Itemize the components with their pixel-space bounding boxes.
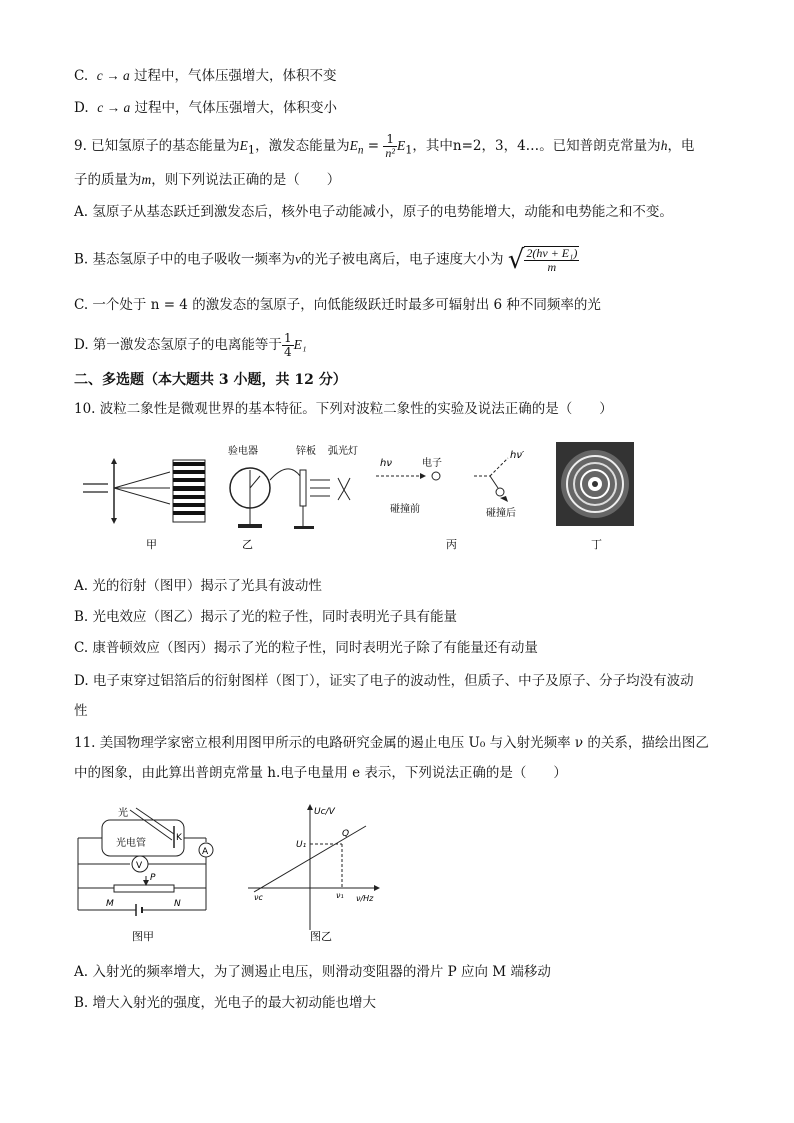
q10-option-c: C. 康普顿效应（图丙）揭示了光的粒子性，同时表明光子除了有能量还有动量 (74, 640, 538, 656)
sqrt-expression: √ $\frac{\text{2(hν + E₁)}}{m}$ (507, 245, 578, 275)
compton-diagram (376, 450, 525, 551)
figure-label-jia: 甲 (146, 538, 157, 551)
arc-lamp-label: 弧光灯 (328, 446, 358, 457)
electron-diffraction-pattern (556, 442, 634, 551)
slider-label: P (150, 873, 156, 883)
q10-option-d-cont: 性 (74, 703, 88, 719)
tube-label: 光电管 (116, 838, 146, 849)
q9-option-c: C. 一个处于 n = 4 的激发态的氢原子，向低能级跃迁时最多可辐射出 6 种不同频率的光 (74, 297, 601, 313)
fraction: $\frac{1}{\text{n²}}$ (385, 132, 395, 160)
before-label: 碰撞前 (390, 504, 420, 515)
light-label: 光 (118, 808, 128, 819)
q10-option-d: D. 电子束穿过铝箔后的衍射图样（图丁），证实了电子的波动性，但质子、中子及原子、分子均没有波动 (74, 673, 694, 689)
q9-stem: 9. 已知氢原子的基态能量为$E_1$，激发态能量为$E_n$ = $\frac{1}{\text{n²}}$ $E_1$，其中n=2，3，4…。已知普朗克常量为h，电 (74, 132, 695, 160)
process-label: c → a (97, 100, 131, 115)
process-label: c → a (96, 68, 130, 83)
nu-c-label: νc (254, 893, 263, 902)
circuit-diagram (74, 800, 224, 950)
zinc-label: 锌板 (296, 446, 316, 457)
hv-label: hν (380, 458, 392, 469)
q11-stem: 11. 美国物理学家密立根利用图甲所示的电路研究金属的遏止电压 U₀ 与入射光频率 ν 的关系，描绘出图乙 (74, 735, 709, 751)
q10-option-a: A. 光的衍射（图甲）揭示了光具有波动性 (74, 578, 322, 594)
electron-label: 电子 (422, 458, 442, 469)
section-heading: 二、多选题（本大题共 3 小题，共 12 分） (74, 372, 347, 388)
ammeter-label: A (202, 847, 209, 857)
after-label: 碰撞后 (486, 508, 516, 519)
q9-stem-line2: 子的质量为m，则下列说法正确的是（ ） (74, 172, 341, 188)
diffraction-diagram (83, 458, 205, 551)
terminal-n-label: N (174, 899, 181, 909)
figure-label-ding: 丁 (591, 538, 602, 551)
voltmeter-label: V (136, 861, 143, 871)
q10-figures (78, 440, 648, 552)
hv-prime-label: hν′ (510, 450, 525, 461)
figure-caption-yi: 图乙 (310, 930, 332, 943)
point-q-label: Q (342, 829, 350, 839)
photoelectric-diagram (228, 444, 358, 551)
graph-y-label: Uc/V (314, 807, 335, 817)
u1-label: U₁ (296, 840, 307, 850)
q9-option-b: B. 基态氢原子中的电子吸收一频率为ν的光子被电离后，电子速度大小为 √ $\frac{\text{2(hν + E₁)}}{m}$ (74, 245, 578, 275)
figure-caption-jia: 图甲 (132, 930, 154, 943)
q9-option-d: D. 第一激发态氢原子的电离能等于 $\frac{1}{4}$ E₁ (74, 331, 307, 359)
q9-option-a: A. 氢原子从基态跃迁到激发态后，核外电子动能减小，原子的电势能增大，动能和电势能之和不变。 (74, 204, 673, 220)
terminal-m-label: M (106, 899, 114, 909)
q11-option-b: B. 增大入射光的强度，光电子的最大初动能也增大 (74, 995, 377, 1011)
figure-label-yi: 乙 (242, 538, 253, 551)
figure-label-bing: 丙 (446, 538, 457, 551)
electroscope-label: 验电器 (228, 446, 258, 457)
q10-option-b: B. 光电效应（图乙）揭示了光的粒子性，同时表明光子具有能量 (74, 609, 458, 625)
q8-option-c: C. c → a 过程中，气体压强增大，体积不变 (74, 68, 337, 84)
nu-1-label: ν₁ (336, 891, 344, 900)
graph-x-label: ν/Hz (356, 894, 374, 903)
q10-stem: 10. 波粒二象性是微观世界的基本特征。下列对波粒二象性的实验及说法正确的是（ ） (74, 401, 613, 417)
q11-stem-line2: 中的图象，由此算出普朗克常量 h.电子电量用 e 表示，下列说法正确的是（ ） (74, 765, 567, 781)
q8-option-d: D. c → a 过程中，气体压强增大，体积变小 (74, 100, 338, 116)
stopping-voltage-graph (238, 800, 388, 950)
q11-option-a: A. 入射光的频率增大，为了测遏止电压，则滑动变阻器的滑片 P 应向 M 端移动 (74, 964, 551, 980)
cathode-label: K (176, 833, 182, 843)
